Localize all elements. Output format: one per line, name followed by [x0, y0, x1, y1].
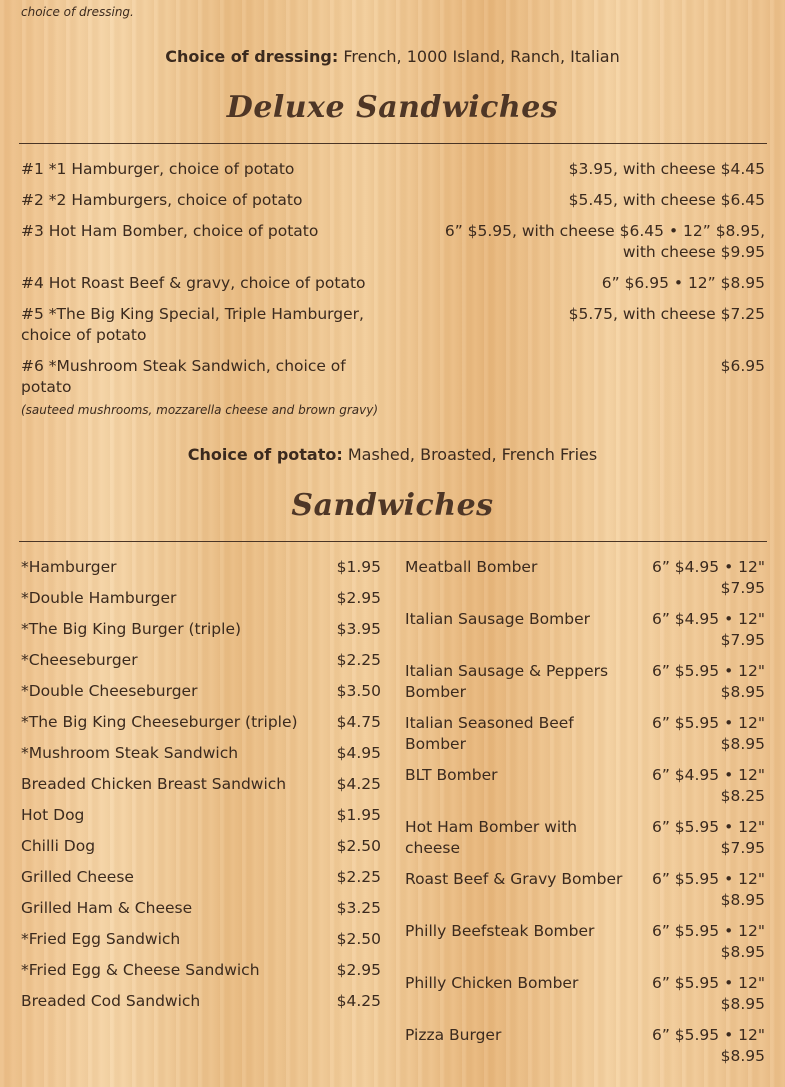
sandwich-item	[21, 867, 381, 891]
sandwich-item	[21, 619, 381, 643]
sandwich-item	[21, 774, 381, 798]
deluxe-item	[21, 356, 765, 400]
bomber-item-name: Philly Beefsteak Bomber	[405, 922, 595, 940]
bomber-item-price: 6” $5.95 • 12" $8.95	[651, 1026, 765, 1065]
deluxe-item	[21, 221, 765, 265]
deluxe-item-name: #4 Hot Roast Beef & gravy, choice of potato	[21, 274, 366, 292]
sandwich-item	[21, 991, 381, 1015]
sandwich-item	[21, 836, 381, 860]
sandwich-item-name: *The Big King Burger (triple)	[21, 620, 242, 638]
bomber-item	[405, 921, 765, 965]
sandwich-item-name: Chilli Dog	[21, 837, 96, 855]
sandwich-item-price: $2.95	[336, 589, 381, 607]
sandwich-item-name: *Fried Egg Sandwich	[21, 930, 181, 948]
bomber-item	[405, 661, 765, 705]
sandwich-item-name: Grilled Ham & Cheese	[21, 899, 193, 917]
sandwich-item-name: Grilled Cheese	[21, 868, 134, 886]
bomber-item-price: 6” $4.95 • 12" $8.25	[651, 766, 765, 805]
sandwich-item-name: *Double Cheeseburger	[21, 682, 198, 700]
sandwich-item-name: *The Big King Cheeseburger (triple)	[21, 713, 298, 731]
bomber-item	[405, 1025, 765, 1069]
deluxe-item-note: (sauteed mushrooms, mozzarella cheese and brown gravy)	[21, 403, 378, 417]
sandwich-item-price: $2.50	[336, 930, 381, 948]
salad-note: choice of dressing.	[21, 5, 134, 19]
bomber-item	[405, 713, 765, 757]
bomber-item	[405, 973, 765, 1017]
bomber-item-price: 6” $5.95 • 12" $8.95	[651, 662, 765, 701]
sandwich-item-price: $2.25	[336, 868, 381, 886]
bomber-item-price: 6” $4.95 • 12" $7.95	[651, 610, 765, 649]
deluxe-item	[21, 273, 765, 297]
sandwich-item	[21, 650, 381, 674]
bomber-item-price: 6” $5.95 • 12" $8.95	[651, 974, 765, 1013]
deluxe-item-name: #1 *1 Hamburger, choice of potato	[21, 160, 295, 178]
sandwich-item-price: $2.95	[336, 961, 381, 979]
bomber-item-price: 6” $5.95 • 12" $8.95	[651, 714, 765, 753]
deluxe-item	[21, 304, 765, 348]
deluxe-item-name: #3 Hot Ham Bomber, choice of potato	[21, 222, 319, 240]
sandwich-item-price: $2.50	[336, 837, 381, 855]
sandwich-item-price: $3.50	[336, 682, 381, 700]
sandwich-item-price: $1.95	[336, 558, 381, 576]
sandwich-item	[21, 898, 381, 922]
sandwich-item-name: *Cheeseburger	[21, 651, 138, 669]
potato-line	[0, 444, 785, 466]
sandwich-item-price: $4.75	[336, 713, 381, 731]
bomber-item-name: BLT Bomber	[405, 766, 498, 784]
sandwich-item-price: $4.25	[336, 992, 381, 1010]
deluxe-divider	[19, 143, 767, 144]
bomber-item-name: Italian Sausage & Peppers Bomber	[405, 662, 609, 701]
sandwich-item	[21, 588, 381, 612]
bomber-item-name: Hot Ham Bomber with cheese	[405, 818, 578, 857]
bomber-item	[405, 557, 765, 601]
sandwich-item-price: $1.95	[336, 806, 381, 824]
sandwich-item	[21, 743, 381, 767]
bomber-item-name: Philly Chicken Bomber	[405, 974, 579, 992]
potato-options: Mashed, Broasted, French Fries	[347, 445, 598, 464]
sandwiches-divider	[19, 541, 767, 542]
deluxe-item	[21, 159, 765, 183]
bomber-item	[405, 765, 765, 809]
deluxe-item-price: 6” $5.95, with cheese $6.45 • 12” $8.95, with cheese $9.95	[444, 222, 765, 261]
deluxe-item-price: $5.75, with cheese $7.25	[568, 305, 765, 323]
dressing-label: Choice of dressing:	[165, 47, 339, 66]
bomber-item-price: 6” $5.95 • 12" $8.95	[651, 922, 765, 961]
sandwich-item	[21, 681, 381, 705]
sandwich-item-price: $4.25	[336, 775, 381, 793]
sandwich-item-price: $2.25	[336, 651, 381, 669]
sandwich-item	[21, 929, 381, 953]
deluxe-item-price: $3.95, with cheese $4.45	[568, 160, 765, 178]
sandwich-item-price: $4.95	[336, 744, 381, 762]
bomber-item-name: Roast Beef & Gravy Bomber	[405, 870, 623, 888]
sandwich-item-name: Hot Dog	[21, 806, 85, 824]
sandwich-item	[21, 557, 381, 581]
bomber-item-price: 6” $5.95 • 12" $8.95	[651, 870, 765, 909]
bomber-item	[405, 609, 765, 653]
sandwich-item-name: *Fried Egg & Cheese Sandwich	[21, 961, 260, 979]
bomber-item-name: Meatball Bomber	[405, 558, 538, 576]
sandwich-item-name: *Double Hamburger	[21, 589, 177, 607]
bomber-item-name: Italian Sausage Bomber	[405, 610, 591, 628]
sandwiches-heading: Sandwiches	[291, 488, 494, 523]
sandwich-item-price: $3.95	[336, 620, 381, 638]
dressing-options: French, 1000 Island, Ranch, Italian	[343, 47, 620, 66]
bomber-item	[405, 817, 765, 861]
bomber-item-price: 6” $4.95 • 12" $7.95	[651, 558, 765, 597]
deluxe-item-price: $6.95	[720, 357, 765, 375]
bomber-item-name: Italian Seasoned Beef Bomber	[405, 714, 574, 753]
sandwich-item-name: Breaded Cod Sandwich	[21, 992, 201, 1010]
deluxe-item-name: #6 *Mushroom Steak Sandwich, choice of potato	[21, 357, 346, 396]
deluxe-heading: Deluxe Sandwiches	[226, 90, 559, 125]
bomber-item-price: 6” $5.95 • 12" $7.95	[651, 818, 765, 857]
bomber-item-name: Pizza Burger	[405, 1026, 502, 1044]
deluxe-item-name: #5 *The Big King Special, Triple Hamburger, choice of potato	[21, 305, 364, 344]
deluxe-item-price: $5.45, with cheese $6.45	[568, 191, 765, 209]
deluxe-item-price: 6” $6.95 • 12” $8.95	[601, 274, 765, 292]
sandwich-item	[21, 805, 381, 829]
bomber-item	[405, 869, 765, 913]
deluxe-item	[21, 190, 765, 214]
sandwich-item-price: $3.25	[336, 899, 381, 917]
potato-label: Choice of potato:	[187, 445, 343, 464]
deluxe-item-name: #2 *2 Hamburgers, choice of potato	[21, 191, 303, 209]
sandwich-item	[21, 712, 381, 736]
sandwich-item-name: *Mushroom Steak Sandwich	[21, 744, 239, 762]
sandwich-item	[21, 960, 381, 984]
sandwich-item-name: Breaded Chicken Breast Sandwich	[21, 775, 287, 793]
dressing-line	[0, 46, 785, 68]
sandwich-item-name: *Hamburger	[21, 558, 117, 576]
